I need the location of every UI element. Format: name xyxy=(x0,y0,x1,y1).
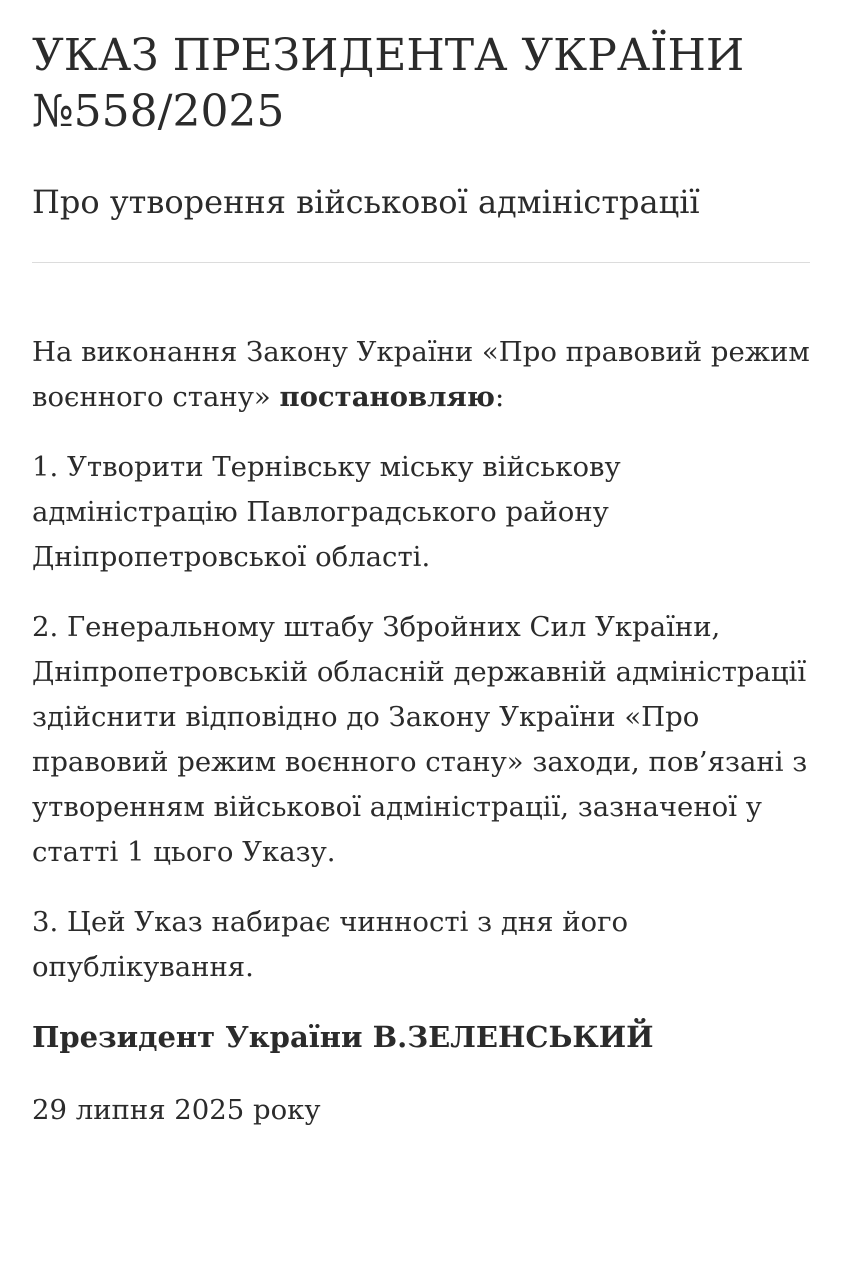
decree-title xyxy=(32,28,810,140)
signature: Президент України В.ЗЕЛЕНСЬКИЙ xyxy=(32,1020,654,1054)
header-divider xyxy=(32,262,810,263)
decree-item-1: 1. Утворити Тернівську міську військову адміністрацію Павлоградського району Дніпропетровської області. xyxy=(32,451,621,573)
preamble-colon: : xyxy=(495,381,505,413)
decree-title-line1: УКАЗ ПРЕЗИДЕНТА УКРАЇНИ xyxy=(32,30,745,81)
decree-date: 29 липня 2025 року xyxy=(32,1094,321,1126)
preamble-text: На виконання Закону України «Про правовий режим воєнного стану» xyxy=(32,336,810,413)
preamble-paragraph xyxy=(32,330,810,420)
decree-item-3: 3. Цей Указ набирає чинності з дня його опублікування. xyxy=(32,906,629,983)
decree-item-2: 2. Генеральному штабу Збройних Сил України, Дніпропетровській обласній державній адміністрації здійснити відповідно до Закону України «Про правовий режим воєнного стану» заходи, пов’язані з утворенням військової адміністрації, зазначеної у статті 1 цього Указу. xyxy=(32,611,808,868)
decree-subtitle: Про утворення військової адміністрації xyxy=(32,183,700,221)
decree-number: №558/2025 xyxy=(32,86,285,137)
preamble-bold-word: постановляю xyxy=(279,381,496,413)
